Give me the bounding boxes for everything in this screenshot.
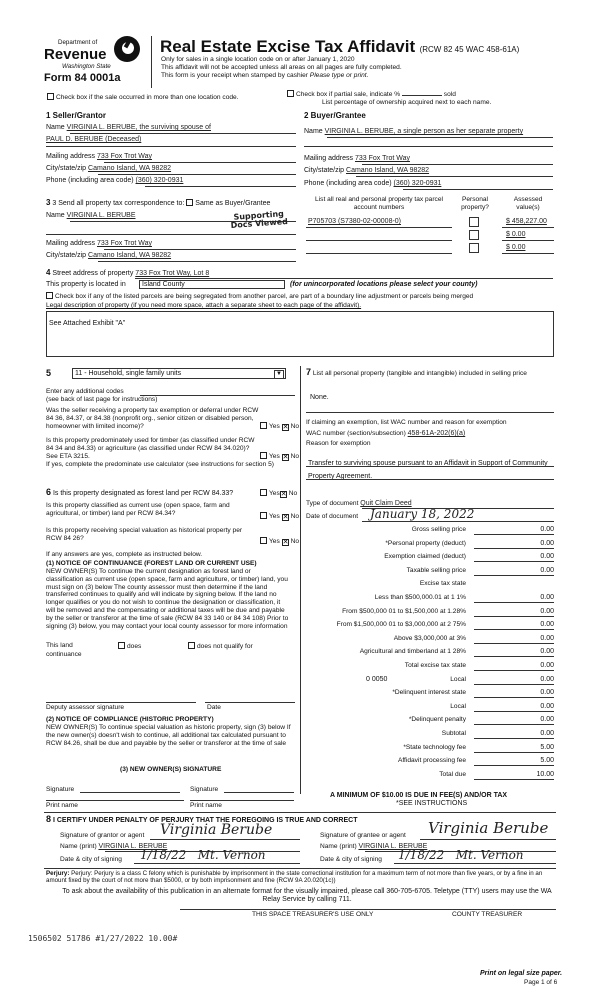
exemption-label: If claiming an exemption, list WAC number and reason for exemption bbox=[306, 419, 507, 426]
assessed-value[interactable]: $ 458,227.00 bbox=[506, 218, 547, 225]
doc-date-label: Date of document bbox=[306, 513, 359, 520]
sec3-mailing: Mailing address 733 Fox Trot Way bbox=[46, 240, 152, 247]
grantor-date-label: Date & city of signing bbox=[60, 856, 122, 863]
seller-name-row: Name VIRGINIA L. BERUBE, the surviving spouse of bbox=[46, 124, 211, 131]
buyer-phone: Phone (including area code) (360) 320-0931 bbox=[304, 180, 442, 187]
does-check[interactable]: does bbox=[118, 642, 141, 651]
grantee-signature[interactable]: Virginia Berube bbox=[428, 819, 549, 837]
unincorp-note: (for unincorporated locations please select your county) bbox=[290, 281, 478, 288]
reason-label: Reason for exemption bbox=[306, 440, 371, 447]
notice-continuance-title: (1) NOTICE OF CONTINUANCE (FOREST LAND OR CURRENT USE) bbox=[46, 560, 257, 567]
tax-value[interactable]: 0.00 bbox=[540, 526, 554, 533]
use-code-select[interactable]: 11 - Household, single family units ▼ bbox=[72, 368, 286, 379]
doc-type-row: Type of document Quit Claim Deed bbox=[306, 500, 412, 507]
tax-label: Agricultural and timberland at 1 28% bbox=[359, 648, 466, 655]
certify-row: 8 I CERTIFY UNDER PENALTY OF PERJURY THAT THE FOREGOING IS TRUE AND CORRECT bbox=[46, 814, 358, 824]
sec6-q1: 6 Is this property designated as forest land per RCW 84.33? bbox=[46, 487, 234, 497]
notice-compliance-title: (2) NOTICE OF COMPLIANCE (HISTORIC PROPERTY) bbox=[46, 716, 214, 723]
additional-codes: Enter any additional codes bbox=[46, 388, 124, 395]
grantee-date-label: Date & city of signing bbox=[320, 856, 382, 863]
sec5-q1-yesno[interactable]: Yes ✕ No bbox=[260, 422, 299, 431]
dept-label: Department of bbox=[58, 39, 98, 46]
sec5-q2: Is this property predominately used for timber (as classified under RCW 84 34 and 84.33) or agriculture (as classified under RCW 84 34.020)? See ETA 3215. bbox=[46, 437, 255, 460]
sec7-personal: 7 List all personal property (tangible and intangible) included in selling price bbox=[306, 367, 527, 377]
tax-label: Affidavit processing fee bbox=[397, 757, 466, 764]
tax-value[interactable]: 5.00 bbox=[540, 757, 554, 764]
tax-label: *State technology fee bbox=[403, 744, 466, 751]
see-instructions: *SEE INSTRUCTIONS bbox=[396, 800, 468, 807]
tax-value[interactable]: 0.00 bbox=[540, 635, 554, 642]
buyer-name-row: Name VIRGINIA L. BERUBE, a single person as her separate property bbox=[304, 128, 524, 135]
tax-label: *Delinquent interest state bbox=[392, 689, 466, 696]
partial-sale-note: List percentage of ownership acquired next to each name. bbox=[322, 99, 492, 106]
header-notes: Only for sales in a single location code on or after January 1, 2020 This affidavit will not be accepted unless all areas on all pages are fully completed. This form is your receipt when stamped by cashier Please type or print. bbox=[161, 56, 402, 79]
grantee-name-row: Name (print) VIRGINIA L. BERUBE bbox=[320, 843, 428, 850]
tax-value[interactable]: 0.00 bbox=[540, 540, 554, 547]
sec6-q2-yesno[interactable]: Yes ✕ No bbox=[260, 512, 299, 521]
tax-value[interactable]: 0.00 bbox=[540, 594, 554, 601]
revenue-label: Revenue bbox=[44, 46, 107, 63]
segregated-check[interactable]: Check box if any of the listed parcels are being segregated from another parcel, are part of a boundary line adjustment or parcels being merged bbox=[46, 292, 473, 301]
tax-value[interactable]: 0.00 bbox=[540, 608, 554, 615]
tax-value[interactable]: 0.00 bbox=[540, 553, 554, 560]
tax-value[interactable]: 0.00 bbox=[540, 567, 554, 574]
sec3-name: Name VIRGINIA L. BERUBE bbox=[46, 212, 136, 219]
seller-city: City/state/zip Camano Island, WA 98282 bbox=[46, 165, 172, 172]
tax-label: Less than $500,000.01 at 1 1% bbox=[374, 594, 466, 601]
sec6-if-yes: If any answers are yes, complete as instructed below. bbox=[46, 551, 203, 558]
exemption-reason[interactable]: Transfer to surviving spouse pursuant to an Affidavit in Support of Community Property Agreement. bbox=[308, 460, 548, 480]
tax-label: Local bbox=[450, 676, 466, 683]
seller-phone: Phone (including area code) (360) 320-0931 bbox=[46, 177, 184, 184]
parcel-number[interactable]: P705703 (S7380-02-00008-0) bbox=[308, 218, 402, 225]
sec6-q2: Is this property classified as current use (open space, farm and agricultural, or timber) land per RCW 84.34? bbox=[46, 502, 230, 517]
local-rate: 0 0050 bbox=[366, 676, 388, 683]
minimum-due-note: A MINIMUM OF $10.00 IS DUE IN FEE(S) AND/OR TAX bbox=[330, 792, 508, 799]
location-row: This property is located in bbox=[46, 281, 126, 288]
seller-name-2[interactable]: PAUL D. BERUBE (Deceased) bbox=[46, 136, 142, 143]
deputy-date-label: Date bbox=[207, 704, 221, 711]
same-as-buyer-checkbox[interactable] bbox=[186, 199, 193, 206]
sec5-q1: Was the seller receiving a property tax exemption or deferral under RCW 84 36, 84.37, or 84.38 (nonprofit org., senior citizen or disabled person, homeowner with limited income)? bbox=[46, 407, 259, 430]
form-title: Real Estate Excise Tax Affidavit (RCW 82 45 WAC 458-61A) bbox=[160, 37, 520, 56]
grantor-name-row: Name (print) VIRGINIA L. BERUBE bbox=[60, 843, 168, 850]
sec5-q2-yesno[interactable]: Yes ✕ No bbox=[260, 452, 299, 461]
legal-label: Legal description of property (if you need more space, attach a separate sheet to each page of the affidavit). bbox=[46, 302, 362, 309]
sec5-heading: 5 bbox=[46, 368, 52, 378]
assessed-value[interactable]: $ 0.00 bbox=[506, 231, 526, 238]
tax-label: Taxable selling price bbox=[406, 567, 466, 574]
tax-label: Above $3,000,000 at 3% bbox=[393, 635, 466, 642]
this-land-row: This land bbox=[46, 642, 73, 649]
tax-label: Excise tax state bbox=[419, 580, 466, 587]
page-number: Page 1 of 6 bbox=[524, 979, 558, 986]
doc-date-handwritten[interactable]: January 18, 2022 bbox=[370, 507, 475, 521]
sec6-q1-yesno[interactable]: Yes✕ No bbox=[260, 489, 297, 498]
personal-property-checkbox[interactable] bbox=[469, 243, 479, 253]
new-owner-signature-title: (3) NEW OWNER(S) SIGNATURE bbox=[120, 766, 222, 773]
tax-value[interactable]: 0.00 bbox=[540, 676, 554, 683]
buyer-heading: 2 Buyer/Grantee bbox=[304, 111, 366, 120]
tax-label: Gross selling price bbox=[411, 526, 466, 533]
tax-label: *Delinquent penalty bbox=[408, 716, 466, 723]
chevron-down-icon[interactable]: ▼ bbox=[274, 370, 284, 379]
tax-label: Exemption claimed (deduct) bbox=[384, 553, 466, 560]
parcel-col-header: List all real and personal property tax parcel account numbers bbox=[315, 196, 443, 211]
deputy-signature-label: Deputy assessor signature bbox=[46, 704, 125, 711]
tax-value[interactable]: 0.00 bbox=[540, 716, 554, 723]
treasurer-use-label: THIS SPACE TREASURER'S USE ONLY bbox=[252, 911, 374, 918]
assessed-value[interactable]: $ 0.00 bbox=[506, 244, 526, 251]
tax-label: Subtotal bbox=[441, 730, 466, 737]
revenue-logo bbox=[44, 36, 144, 88]
personal-property-value[interactable]: None. bbox=[310, 394, 329, 401]
sec3-heading: 3 3 Send all property tax correspondence to: Same as Buyer/Grantee bbox=[46, 198, 271, 207]
sec6-q3-yesno[interactable]: Yes ✕ No bbox=[260, 537, 299, 546]
tax-label: Total excise tax state bbox=[404, 662, 466, 669]
county-treasurer-label: COUNTY TREASURER bbox=[452, 911, 523, 918]
tax-value[interactable]: 10.00 bbox=[536, 771, 554, 778]
personal-property-checkbox[interactable] bbox=[469, 230, 479, 240]
continuance-label: continuance bbox=[46, 651, 82, 658]
tax-label: *Personal property (deduct) bbox=[385, 540, 466, 547]
does-not-check[interactable]: does not qualify for bbox=[188, 642, 253, 651]
tax-value[interactable]: 0.00 bbox=[540, 648, 554, 655]
legal-description-box[interactable]: See Attached Exhibit "A" bbox=[46, 311, 554, 357]
checkbox[interactable] bbox=[287, 90, 294, 97]
buyer-mailing: Mailing address 733 Fox Trot Way bbox=[304, 155, 410, 162]
notice-compliance-body: NEW OWNER(S) To continue special valuation as historic property, sign (3) below If the new owner(s) doesn't wish to continue, all additional tax calculated pursuant to RCW 84.26, shall be due and payable by the seller or transferor at the time of sale bbox=[46, 724, 291, 747]
form-number: Form 84 0001a bbox=[44, 72, 121, 84]
recording-stamp: 1506502 51786 #1/27/2022 10.00# bbox=[28, 934, 178, 943]
state-label: Washington State bbox=[62, 63, 111, 70]
owner-signature-label-2: Signature bbox=[190, 786, 219, 793]
tax-value[interactable]: 0.00 bbox=[540, 621, 554, 628]
availability-notice: To ask about the availability of this publication in an alternate format for the visually impaired, please call 360-705-6705. Teletype (TTY) users may use the WA Relay Service by calling 711. bbox=[62, 888, 552, 904]
sec3-city: City/state/zip Camano Island, WA 98282 bbox=[46, 252, 172, 259]
owner-print-label-2: Print name bbox=[190, 802, 222, 809]
tax-label: From $500,000 01 to $1,500,000 at 1.28% bbox=[342, 608, 466, 615]
assessed-col-header: Assessed value(s) bbox=[513, 196, 543, 211]
tax-value[interactable]: 5.00 bbox=[540, 744, 554, 751]
wac-row: WAC number (section/subsection) 458-61A-202(6)(a) bbox=[306, 430, 466, 437]
seller-mailing: Mailing address 733 Fox Trot Way bbox=[46, 153, 152, 160]
county-select[interactable]: Island County bbox=[139, 280, 285, 289]
owner-print-label: Print name bbox=[46, 802, 78, 809]
tax-label: Local bbox=[450, 703, 466, 710]
tax-label: Total due bbox=[439, 771, 466, 778]
grantee-sig-label: Signature of grantee or agent bbox=[320, 832, 406, 839]
checkbox[interactable] bbox=[46, 292, 53, 299]
sec6-q3: Is this property receiving special valuation as historical property per RCW 84 26? bbox=[46, 527, 243, 542]
tax-value[interactable]: 0.00 bbox=[540, 730, 554, 737]
sec5-q2b: If yes, complete the predominate use calculator (see instructions for section 5) bbox=[46, 461, 274, 468]
notice-continuance-body: NEW OWNER(S) To continue the current designation as forest land or classification as current use (open space, farm and agriculture, or timber) land, you must sign on (3) below The county assessor must then determine if the land transferred continues to qualify and will indicate by signing below. If the land no longer qualifies or you do not wish to continue the designation or classification, it will be removed and the compensating or additional taxes will be due and payable by the seller or transferor at the time of sale (RCW 84 33 140 or 84 34 108) Prior to signing (3) below, you may contact your local county assessor for more information bbox=[46, 568, 289, 630]
owner-signature-label: Signature bbox=[46, 786, 75, 793]
grantor-signature[interactable]: Virginia Berube bbox=[160, 822, 273, 838]
print-legal-note: Print on legal size paper. bbox=[480, 970, 563, 977]
partial-sale-check[interactable]: Check box if partial sale, indicate % sold bbox=[287, 90, 456, 99]
multi-location-check[interactable]: Check box if the sale occurred in more than one location code. bbox=[47, 93, 239, 102]
seller-heading: 1 Seller/Grantor bbox=[46, 111, 107, 120]
perjury-notice: Perjury: Perjury: Perjury is a class C felony which is punishable by imprisonment in the state correctional institution for a maximum term of not more than five years, or by a fine in an amount fixed by the court of not more than $5000, or by both imprisonment and fine (RCW 9A 20.020(1c)) bbox=[46, 870, 543, 885]
personal-col-header: Personal property? bbox=[461, 196, 489, 211]
tax-value[interactable]: 0.00 bbox=[540, 689, 554, 696]
buyer-city: City/state/zip Camano Island, WA 98282 bbox=[304, 167, 430, 174]
grantor-sig-label: Signature of grantor or agent bbox=[60, 832, 145, 839]
tax-value[interactable]: 0.00 bbox=[540, 662, 554, 669]
checkbox[interactable] bbox=[47, 93, 54, 100]
grantee-date[interactable]: 1/18/22 Mt. Vernon bbox=[398, 848, 524, 862]
supporting-docs-stamp: Supporting Docs Viewed bbox=[230, 209, 289, 230]
additional-codes-sub: (see back of last page for instructions) bbox=[46, 396, 158, 403]
street-address-row: 4 Street address of property 733 Fox Trot Way, Lot 8 bbox=[46, 268, 210, 277]
tax-value[interactable]: 0.00 bbox=[540, 703, 554, 710]
tax-label: From $1,500,000 01 to $3,000,000 at 2 75% bbox=[336, 621, 466, 628]
personal-property-checkbox[interactable] bbox=[469, 217, 479, 227]
grantor-date[interactable]: 1/18/22 Mt. Vernon bbox=[140, 848, 266, 862]
logo-icon bbox=[114, 36, 140, 62]
